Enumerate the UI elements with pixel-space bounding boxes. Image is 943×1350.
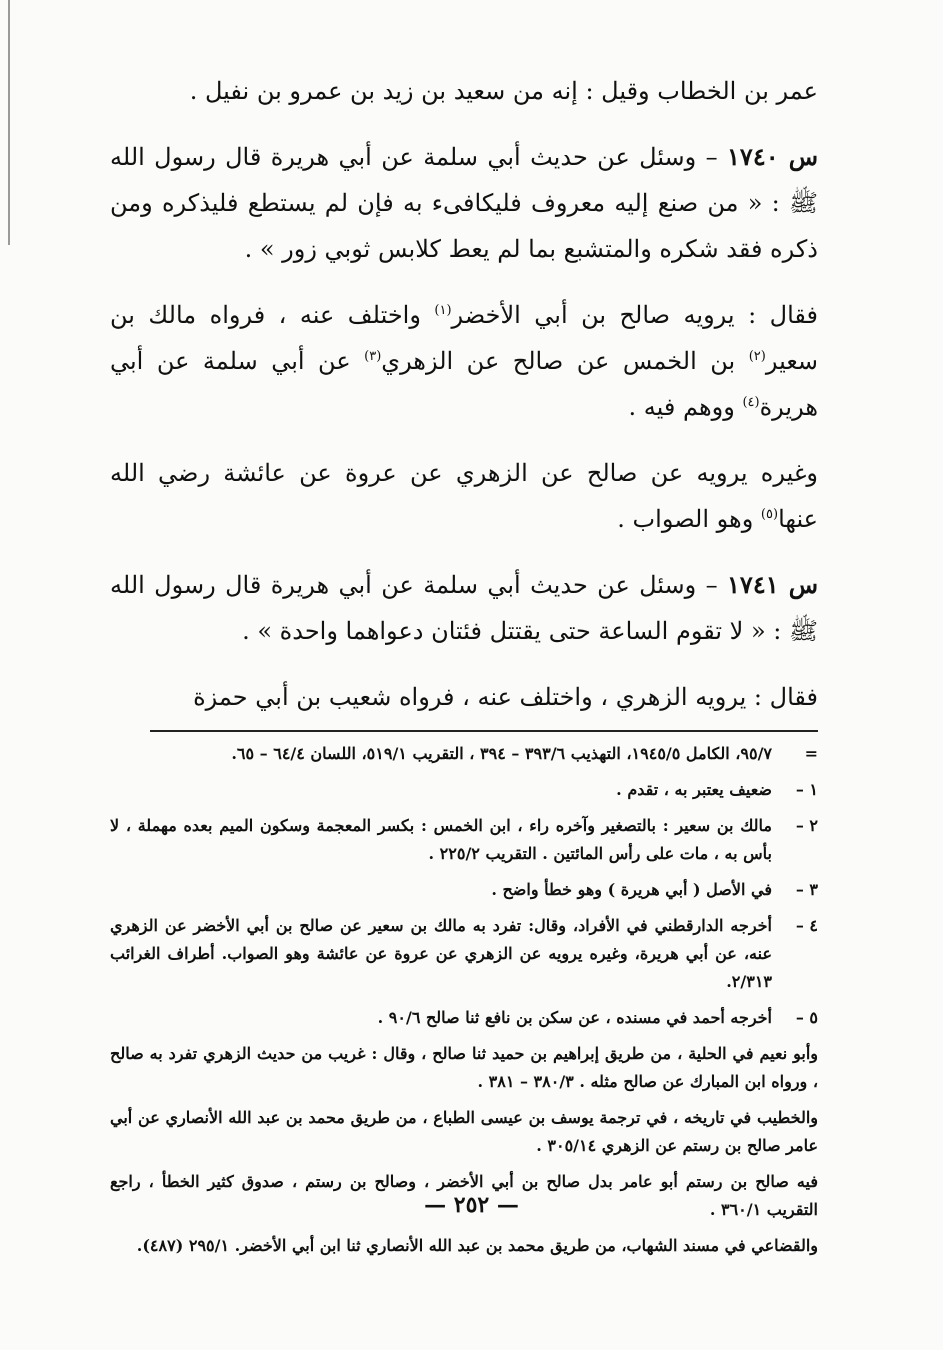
paragraph-1: عمر بن الخطاب وقيل : إنه من سعيد بن زيد بن عمرو بن نفيل . (189, 77, 818, 105)
answer-1740-continued: وغيره يرويه عن صالح عن الزهري عن عروة عن عائشة رضي الله عنها$^{(٥)}$ وهو الصواب . (110, 459, 818, 533)
binding-line (8, 0, 10, 245)
footnote-ref: (٤) (742, 395, 760, 410)
question-text: – وسئل عن حديث أبي سلمة عن أبي هريرة قال رسول الله ﷺ : « من صنع إليه معروف فليكافىء به فإن لم يستطع فليذكره ومن ذكره فقد شكره والمتشبع بما لم يعط كلابس ثوبي زور » . (110, 143, 818, 263)
footnotes (110, 740, 818, 1260)
footnote: ١ – ضعيف يعتبر به ، تقدم . (616, 780, 818, 799)
question-number: س ١٧٤٠ (727, 142, 819, 171)
footnote-ref: (٢) (748, 349, 766, 364)
footnote: = ٩٥/٧، الكامل ١٩٤٥/٥، التهذيب ٣٩٣/٦ – ٣٩٤ ، التقريب ٥١٩/١، اللسان ٦٤/٤ – ٦٥. (231, 744, 818, 763)
main-text (110, 68, 818, 720)
book-page (110, 68, 818, 1268)
footnote: ٥ – أخرجه أحمد في مسنده ، عن سكن بن نافع ثنا صالح ٩٠/٦ . (377, 1008, 818, 1027)
question-1740 (110, 134, 818, 272)
footnote-continuation: وأبو نعيم في الحلية ، من طريق إبراهيم بن حميد ثنا صالح ، وقال : غريب من حديث الزهري تفرد به صالح ، ورواه ابن المبارك عن صالح مثله . ٣٨٠/٣ – ٣٨١ . (110, 1044, 819, 1091)
footnote-continuation: فيه صالح بن رستم أبو عامر بدل صالح بن أبي الأخضر ، وصالح بن رستم ، صدوق كثير الخطأ ، راجع التقريب ٣٦٠/١ . (110, 1172, 818, 1219)
footnote-ref: (٣) (364, 349, 382, 364)
page-number: — ٢٥٢ — (424, 1192, 519, 1218)
answer-1741: فقال : يرويه الزهري ، واختلف عنه ، فرواه شعيب بن أبي حمزة (193, 683, 818, 711)
footnote-ref: (١) (434, 303, 452, 318)
question-text: – وسئل عن حديث أبي سلمة عن أبي هريرة قال رسول الله ﷺ : « لا تقوم الساعة حتى يقتتل فئتان دعواهما واحدة » . (110, 571, 818, 645)
footnote-continuation: والخطيب في تاريخه ، في ترجمة يوسف بن عيسى الطباع ، من طريق محمد بن عبد الله الأنصاري عن أبي عامر صالح بن رستم عن الزهري ٣٠٥/١٤ . (110, 1108, 818, 1155)
footnote: ٤ – أخرجه الدارقطني في الأفراد، وقال: تفرد به مالك بن سعير عن صالح بن أبي الأخضر عن الزهري عنه، عن أبي هريرة، وغيره يرويه عن الزهري عن عروة عن عائشة وهو الصواب. أطراف الغرائب ٢/٣١٣. (110, 916, 818, 991)
answer-1740: فقال : يرويه صالح بن أبي الأخضر$^{(١)}$ واختلف عنه ، فرواه مالك بن سعير$^{(٢)}$ بن الخمس عن صالح عن الزهري$^{(٣)}$ عن أبي سلمة عن أبي هريرة$^{(٤)}$ ووهم فيه . (110, 301, 819, 421)
footnote: ٣ – في الأصل ( أبي هريرة ) وهو خطأ واضح . (491, 880, 818, 899)
footnote-divider (150, 730, 818, 732)
footnote-ref: (٥) (760, 507, 779, 522)
footnote-continuation: والقضاعي في مسند الشهاب، من طريق محمد بن عبد الله الأنصاري ثنا ابن أبي الأخضر. ٢٩٥/١ (٤٨٧). (136, 1236, 818, 1255)
footnote: ٢ – مالك بن سعير : بالتصغير وآخره راء ، ابن الخمس : بكسر المعجمة وسكون الميم بعده مهملة ، لا بأس به ، مات على رأس المائتين . التقريب ٢٢٥/٢ . (110, 816, 818, 863)
question-number: س ١٧٤١ (727, 570, 819, 599)
question-1741 (110, 562, 818, 654)
